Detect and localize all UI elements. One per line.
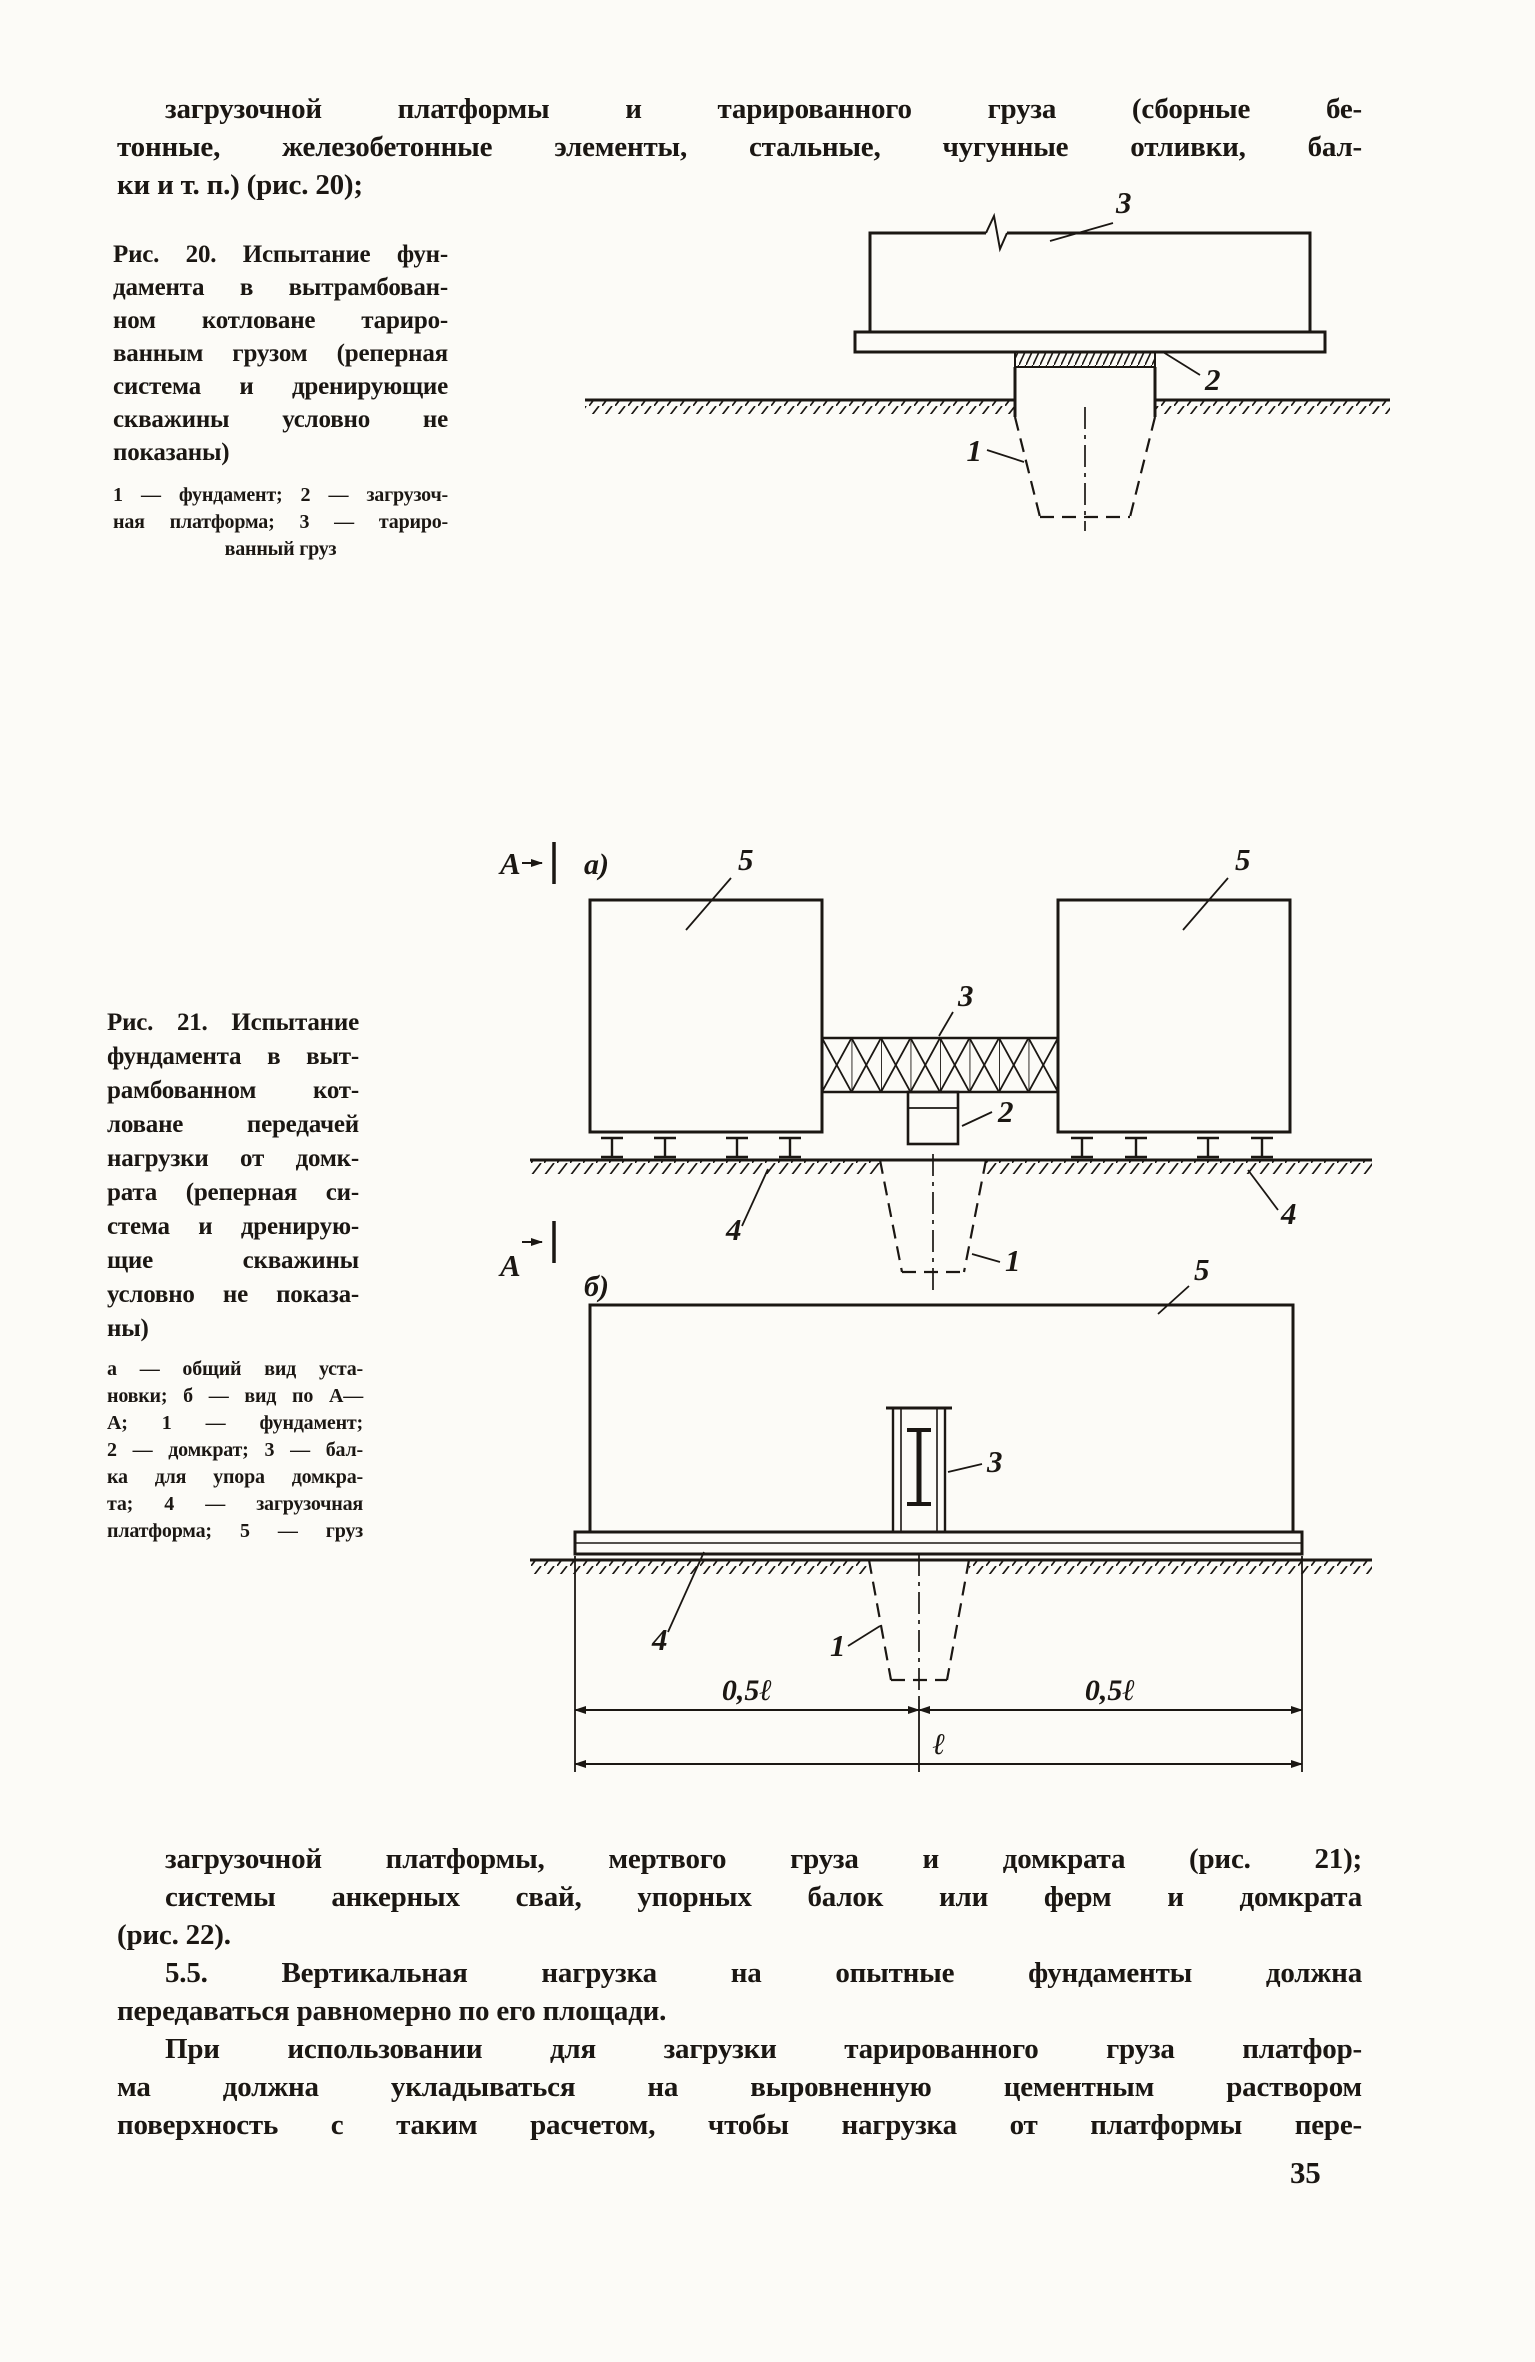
- caption-line: Рис. 21. Испытание: [107, 1009, 359, 1036]
- caption-line: стема и дренирую-: [107, 1213, 359, 1240]
- legend-line: новки; б — вид по А—: [107, 1385, 363, 1407]
- text-line: загрузочной платформы, мертвого груза и домкрата (рис. 21);: [165, 1843, 1362, 1875]
- legend-line: а — общий вид уста-: [107, 1358, 363, 1380]
- label-platform-b: 4: [652, 1622, 668, 1657]
- label-platform-right: 4: [1281, 1196, 1297, 1231]
- label-beam: 3: [958, 978, 974, 1013]
- fig21-caption: [107, 1006, 359, 1346]
- text-line: 5.5. Вертикальная нагрузка на опытные фундаменты должна: [165, 1957, 1362, 1989]
- break-mark: [986, 216, 1007, 249]
- fig21-view-a: [530, 842, 1372, 1290]
- caption-line: рата (реперная си-: [107, 1179, 359, 1206]
- ground-a: [530, 1160, 1372, 1174]
- caption-line: дамента в вытрамбован-: [113, 274, 448, 301]
- jack: [908, 1092, 958, 1144]
- view-a-label: а): [584, 848, 609, 881]
- ground-b: [530, 1560, 1372, 1574]
- text-line: загрузочной платформы и тарированного груза (сборные бе-: [165, 93, 1362, 125]
- fig20-legend: [113, 482, 448, 563]
- load-block-left: [590, 900, 822, 1132]
- caption-line: скважины условно не: [113, 406, 448, 433]
- label-load-b: 5: [1194, 1252, 1210, 1287]
- dim-half-right: 0,5ℓ: [1084, 1674, 1136, 1707]
- legend-line: 1 — фундамент; 2 — загрузоч-: [113, 484, 448, 506]
- caption-line: ны): [107, 1315, 149, 1342]
- fig20-load-block: [870, 216, 1310, 332]
- platform-b: [575, 1532, 1302, 1554]
- fig20-label-foundation: 1: [966, 433, 982, 468]
- legend-line: та; 4 — загрузочная: [107, 1493, 363, 1515]
- legend-line: ная платформа; 3 — тариро-: [113, 511, 448, 533]
- fig20-caption: [113, 238, 448, 469]
- legend-line: А; 1 — фундамент;: [107, 1412, 363, 1434]
- dim-total: ℓ: [932, 1728, 946, 1761]
- caption-line: показаны): [113, 439, 230, 466]
- label-load-left: 5: [738, 842, 754, 877]
- caption-line: ловане передачей: [107, 1111, 359, 1138]
- caption-line: ванным грузом (реперная: [113, 340, 448, 367]
- label-jack: 2: [998, 1094, 1014, 1129]
- fig20-ground: [585, 400, 1390, 414]
- fig21-view-b: [530, 1252, 1372, 1772]
- text-line: При использовании для загрузки тарированного груза платфор-: [165, 2033, 1362, 2065]
- fig21-legend: [107, 1356, 363, 1545]
- text-line: тонные, железобетонные элементы, стальные, чугунные отливки, бал-: [117, 131, 1362, 163]
- fig20-foundation: [1015, 367, 1155, 531]
- jack-beam-truss: [822, 1038, 1058, 1092]
- load-block-b: [590, 1305, 1293, 1532]
- label-load-right: 5: [1235, 842, 1251, 877]
- legend-line: 2 — домкрат; 3 — бал-: [107, 1439, 363, 1461]
- view-b-label: б): [584, 1270, 609, 1303]
- legend-line: ка для упора домкра-: [107, 1466, 363, 1488]
- caption-line: ном котловане тариро-: [113, 307, 448, 334]
- fig20-platform: [855, 332, 1325, 367]
- fig20-label-platform: 2: [1205, 362, 1221, 397]
- label-platform-left: 4: [726, 1212, 742, 1247]
- platform-supports: [601, 1138, 1273, 1157]
- fig20-drawing: [550, 185, 1395, 535]
- text-line: (рис. 22).: [117, 1919, 231, 1951]
- section-marker-bottom: [498, 1221, 554, 1283]
- dim-half-left: 0,5ℓ: [721, 1674, 773, 1707]
- section-letter: А: [500, 846, 521, 881]
- legend-line: платформа; 5 — груз: [107, 1520, 363, 1542]
- label-foundation-b: 1: [830, 1628, 846, 1663]
- fig21-drawing: [492, 838, 1407, 1778]
- dimensions: [575, 1556, 1302, 1772]
- fig20-label-load: 3: [1116, 185, 1132, 220]
- body-text: [117, 1840, 1362, 2144]
- caption-line: Рис. 20. Испытание фун-: [113, 241, 448, 268]
- caption-line: рамбованном кот-: [107, 1077, 359, 1104]
- label-beam-b: 3: [987, 1444, 1003, 1479]
- fig20-callouts: [967, 185, 1221, 468]
- caption-line: щие скважины: [107, 1247, 359, 1274]
- beam-section: [886, 1408, 952, 1532]
- caption-line: фундамента в выт-: [107, 1043, 359, 1070]
- section-letter: А: [500, 1248, 521, 1283]
- legend-line: ванный груз: [224, 538, 337, 560]
- page-number: 35: [1290, 2155, 1321, 2190]
- text-line: ки и т. п.) (рис. 20);: [117, 169, 363, 201]
- cribbing-hatch: [1015, 352, 1155, 367]
- text-line: системы анкерных свай, упорных балок или ферм и домкрата: [165, 1881, 1362, 1913]
- caption-line: условно не показа-: [107, 1281, 359, 1308]
- load-block-right: [1058, 900, 1290, 1132]
- text-line: поверхность с таким расчетом, чтобы нагрузка от платформы пере-: [117, 2109, 1362, 2141]
- text-line: передаваться равномерно по его площади.: [117, 1995, 667, 2027]
- text-line: ма должна укладываться на выровненную цементным раствором: [117, 2071, 1362, 2103]
- foundation-a: [880, 1160, 986, 1272]
- section-marker-top: [498, 842, 554, 884]
- caption-line: нагрузки от домк-: [107, 1145, 359, 1172]
- caption-line: система и дренирующие: [113, 373, 448, 400]
- label-foundation-a: 1: [1005, 1243, 1021, 1278]
